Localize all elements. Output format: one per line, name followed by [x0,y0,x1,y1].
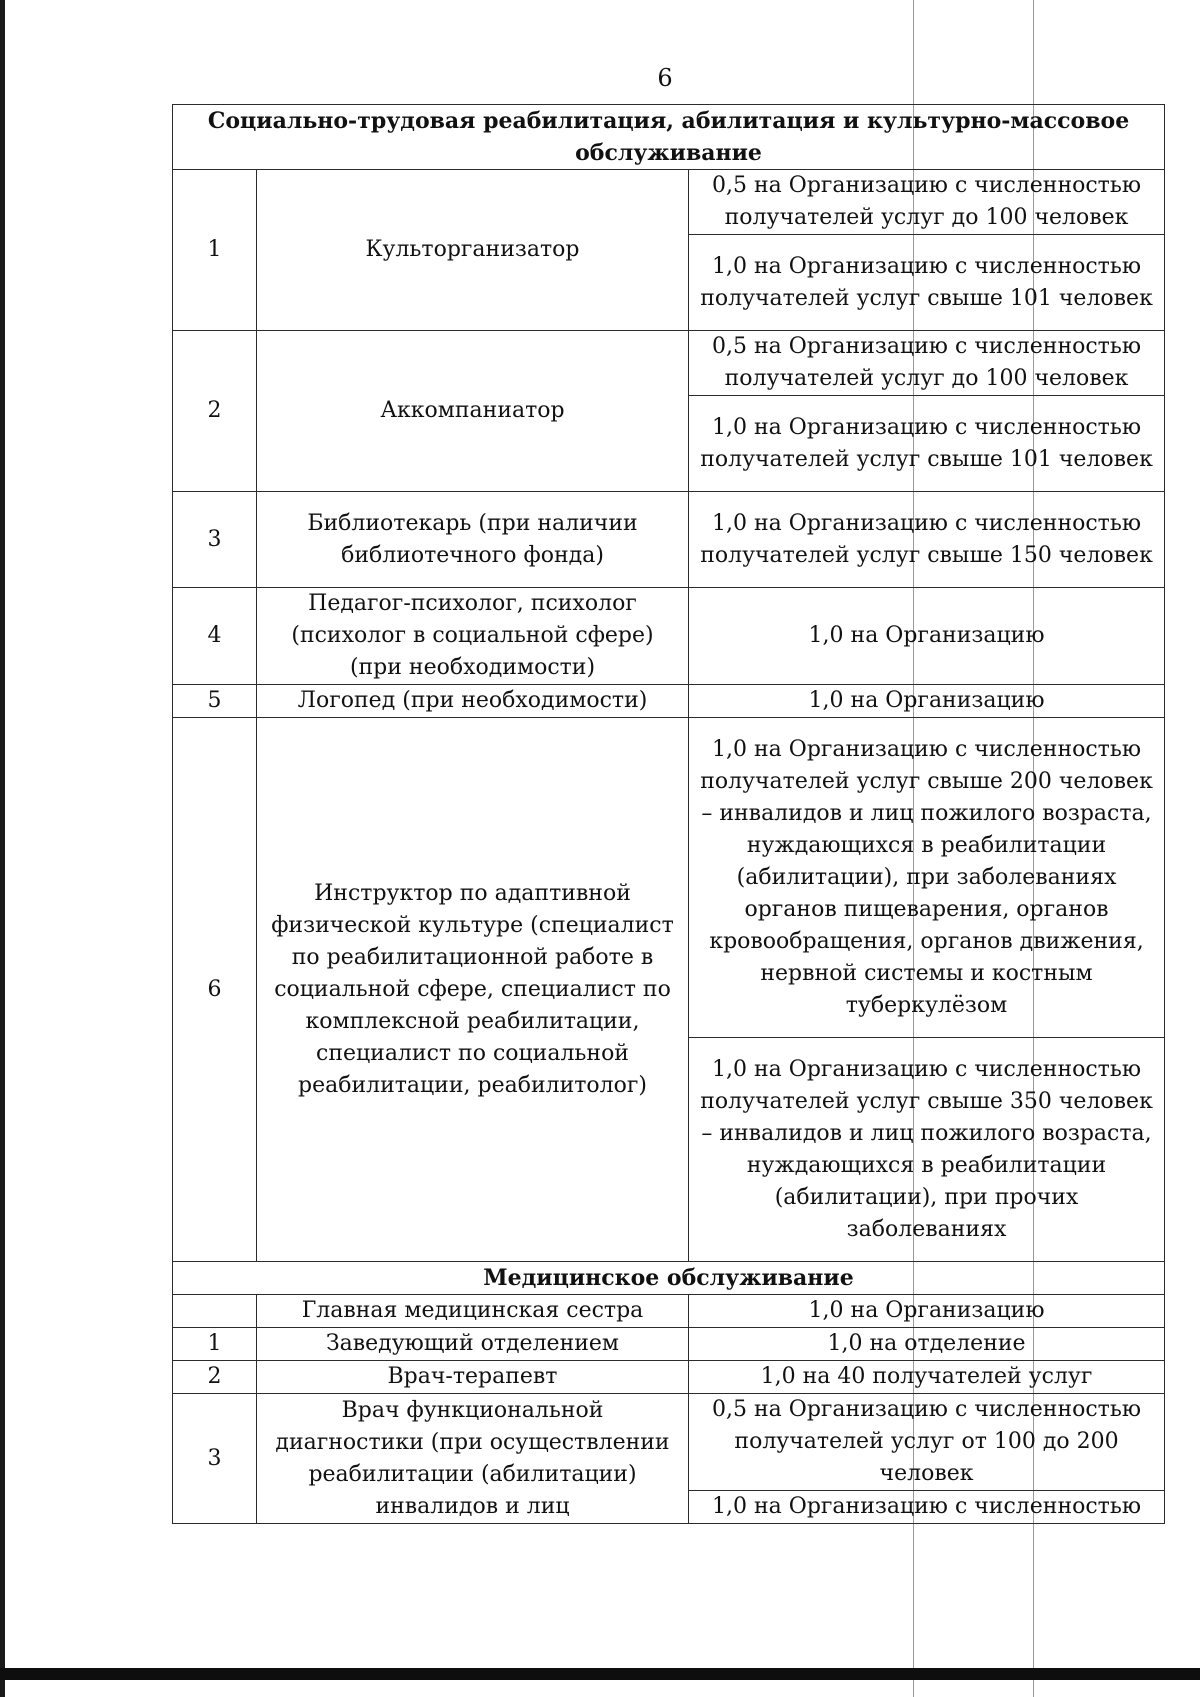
position-name: Библиотекарь (при наличии библиотечного фонда) [257,492,689,588]
row-number: 2 [173,331,257,492]
staffing-norm: 1,0 на Организацию [689,1295,1165,1328]
staffing-norm: 0,5 на Организацию с численностью получателей услуг от 100 до 200 человек [689,1394,1165,1491]
position-name: Инструктор по адаптивной физической культуре (специалист по реабилитационной работе в социальной сфере, специалист по комплексной реабилитации, специалист по социальной реабилитации, реабилитолог) [257,718,689,1262]
table-row [173,588,1165,685]
section-header-row [173,1262,1165,1295]
row-number: 3 [173,1394,257,1524]
position-name: Заведующий отделением [257,1328,689,1361]
staffing-norm: 1,0 на Организацию с численностью получателей услуг свыше 150 человек [689,492,1165,588]
row-number: 1 [173,1328,257,1361]
table-row [173,1361,1165,1394]
scan-edge-left [0,0,5,1697]
table-row [173,1295,1165,1328]
staffing-norm: 0,5 на Организацию с численностью получателей услуг до 100 человек [689,331,1165,396]
row-number: 4 [173,588,257,685]
staffing-norm: 1,0 на Организацию [689,685,1165,718]
position-name: Педагог-психолог, психолог (психолог в социальной сфере) (при необходимости) [257,588,689,685]
staffing-norm: 1,0 на Организацию с численностью получателей услуг свыше 101 человек [689,235,1165,331]
section-title: Социально-трудовая реабилитация, абилитация и культурно-массовое обслуживание [173,105,1165,170]
position-name: Логопед (при необходимости) [257,685,689,718]
position-name: Культорганизатор [257,170,689,331]
row-number: 1 [173,170,257,331]
table-row [173,685,1165,718]
table-row [173,170,1165,235]
row-number: 5 [173,685,257,718]
position-name: Главная медицинская сестра [257,1295,689,1328]
section-title: Медицинское обслуживание [173,1262,1165,1295]
staffing-norm: 1,0 на Организацию с численностью получателей услуг свыше 350 человек – инвалидов и лиц пожилого возраста, нуждающихся в реабилитации (абилитации), при прочих заболеваниях [689,1038,1165,1262]
staffing-norm: 1,0 на Организацию [689,588,1165,685]
section-header-row [173,105,1165,170]
position-name: Аккомпаниатор [257,331,689,492]
table-row [173,331,1165,396]
staffing-norm: 1,0 на отделение [689,1328,1165,1361]
staffing-norm: 1,0 на 40 получателей услуг [689,1361,1165,1394]
table-row [173,1394,1165,1491]
row-number: 3 [173,492,257,588]
table-row [173,1328,1165,1361]
staffing-norm: 1,0 на Организацию с численностью получателей услуг свыше 200 человек – инвалидов и лиц пожилого возраста, нуждающихся в реабилитации (абилитации), при заболеваниях органов пищеварения, органов кровообращения, органов движения, нервной системы и костным туберкулёзом [689,718,1165,1038]
position-name: Врач-терапевт [257,1361,689,1394]
scan-edge-bottom [0,1668,1200,1680]
row-number: 6 [173,718,257,1262]
position-name: Врач функциональной диагностики (при осуществлении реабилитации (абилитации) инвалидов и лиц [257,1394,689,1524]
table-row [173,718,1165,1038]
staffing-norm: 1,0 на Организацию с численностью [689,1491,1165,1524]
staffing-table [172,104,1165,1524]
row-number [173,1295,257,1328]
staffing-norm: 1,0 на Организацию с численностью получателей услуг свыше 101 человек [689,396,1165,492]
page-number: 6 [657,64,673,92]
staffing-norm: 0,5 на Организацию с численностью получателей услуг до 100 человек [689,170,1165,235]
row-number: 2 [173,1361,257,1394]
table-row [173,492,1165,588]
